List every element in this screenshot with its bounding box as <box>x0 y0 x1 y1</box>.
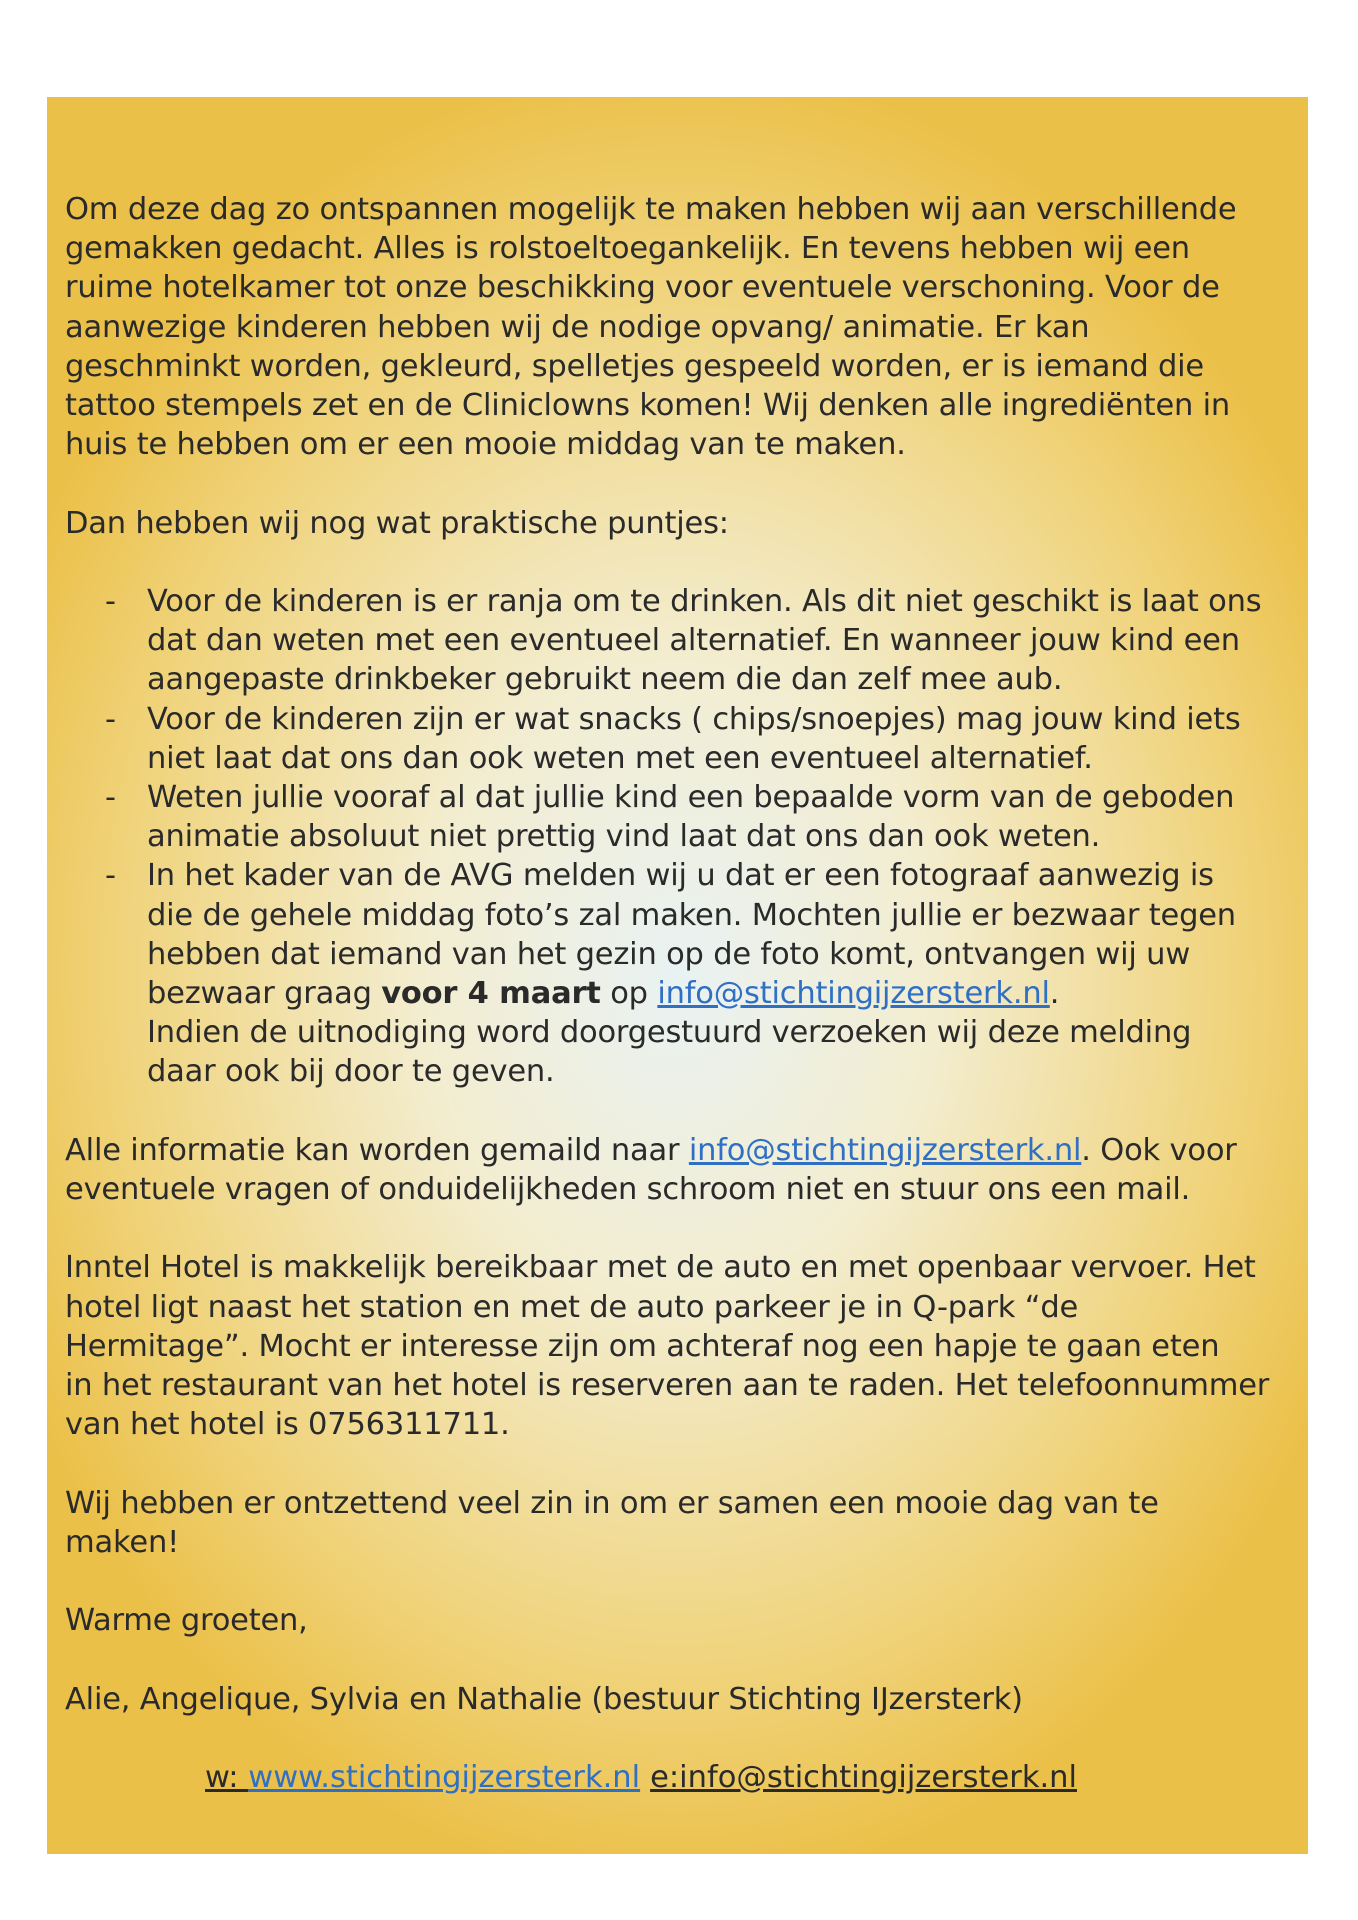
website-link[interactable]: www.stichtingijzersterk.nl <box>248 1760 641 1795</box>
text-line: animatie absoluut niet prettig vind laat dat ons dan ook weten. <box>147 819 1101 855</box>
list-item <box>65 856 1295 1091</box>
text-line: hotel ligt naast het station en met de auto parkeer je in Q-park “de <box>65 1289 1079 1325</box>
text-line: Om deze dag zo ontspannen mogelijk te maken hebben wij aan verschillende <box>65 192 1237 227</box>
text-line: Hermitage”. Mocht er interesse zijn om achteraf nog een hapje te gaan eten <box>65 1328 1220 1364</box>
text-line: huis te hebben om er een mooie middag van te maken. <box>65 427 906 463</box>
letter-body <box>65 190 1295 1758</box>
text-segment: bezwaar graag <box>147 976 382 1012</box>
footer-email[interactable]: e:info@stichtingijzersterk.nl <box>650 1760 1077 1795</box>
text-line: daar ook bij door te geven. <box>147 1054 555 1090</box>
text-line: tattoo stempels zet en de Cliniclowns komen! Wij denken alle ingrediënten in <box>65 388 1231 424</box>
greeting: Warme groeten, <box>65 1603 308 1639</box>
text-line: die de gehele middag foto’s zal maken. Mochten jullie er bezwaar tegen <box>147 897 1236 933</box>
text-line: aangepaste drinkbeker gebruikt neem die dan zelf mee aub. <box>147 662 1063 698</box>
text-line: Inntel Hotel is makkelijk bereikbaar met de auto en met openbaar vervoer. Het <box>65 1250 1256 1286</box>
list-item <box>65 700 1295 778</box>
text-line: in het restaurant van het hotel is reserveren aan te raden. Het telefoonnummer <box>65 1368 1270 1404</box>
text-line: eventuele vragen of onduidelijkheden schroom niet en stuur ons een mail. <box>65 1172 1191 1208</box>
practical-list <box>65 582 1295 1092</box>
signature: Alie, Angelique, Sylvia en Nathalie (bestuur Stichting IJzersterk) <box>65 1681 1023 1717</box>
footer <box>205 1758 1077 1797</box>
text-line: niet laat dat ons dan ook weten met een eventueel alternatief. <box>147 740 1093 776</box>
text-line <box>65 1131 1295 1170</box>
list-item <box>65 778 1295 856</box>
contact-paragraph <box>65 1131 1295 1209</box>
practical-intro: Dan hebben wij nog wat praktische puntjes: <box>65 505 729 541</box>
website-label: w: <box>205 1760 249 1795</box>
text-segment: . <box>1049 976 1060 1012</box>
intro-paragraph <box>65 190 1295 464</box>
bullet-dash: - <box>105 858 116 894</box>
text-line: Wij hebben er ontzettend veel zin in om er samen een mooie dag van te <box>65 1485 1159 1521</box>
text-line: Voor de kinderen is er ranja om te drinken. Als dit niet geschikt is laat ons <box>147 584 1262 619</box>
text-line: hebben dat iemand van het gezin op de foto komt, ontvangen wij uw <box>147 936 1191 972</box>
text-line <box>147 974 1295 1013</box>
text-segment: Alle informatie kan worden gemaild naar <box>65 1132 689 1168</box>
text-segment: . Ook voor <box>1081 1132 1237 1168</box>
text-line: maken! <box>65 1524 180 1560</box>
text-line: Weten jullie vooraf al dat jullie kind een bepaalde vorm van de geboden <box>147 780 1235 816</box>
email-link[interactable]: info@stichtingijzersterk.nl <box>688 1132 1082 1168</box>
email-link[interactable]: info@stichtingijzersterk.nl <box>657 976 1050 1012</box>
text-line: In het kader van de AVG melden wij u dat er een fotograaf aanwezig is <box>147 858 1214 894</box>
text-line: van het hotel is 0756311711. <box>65 1407 510 1443</box>
text-line: Indien de uitnodiging word doorgestuurd verzoeken wij deze melding <box>147 1015 1192 1051</box>
list-item <box>65 582 1295 700</box>
bullet-dash: - <box>105 780 116 816</box>
text-line: gemakken gedacht. Alles is rolstoeltoegankelijk. En tevens hebben wij een <box>65 231 1190 267</box>
text-line: ruime hotelkamer tot onze beschikking voor eventuele verschoning. Voor de <box>65 270 1220 306</box>
hotel-paragraph <box>65 1248 1295 1444</box>
bullet-dash: - <box>105 584 116 619</box>
bullet-dash: - <box>105 701 116 737</box>
text-line: geschminkt worden, gekleurd, spelletjes gespeeld worden, er is iemand die <box>65 348 1204 384</box>
closing-paragraph <box>65 1484 1295 1562</box>
text-line: Voor de kinderen zijn er wat snacks ( chips/snoepjes) mag jouw kind iets <box>147 701 1241 737</box>
text-line: aanwezige kinderen hebben wij de nodige opvang/ animatie. Er kan <box>65 309 1090 345</box>
text-segment: op <box>600 976 658 1012</box>
deadline-text: voor 4 maart <box>381 976 601 1012</box>
text-line: dat dan weten met een eventueel alternatief. En wanneer jouw kind een <box>147 623 1240 659</box>
